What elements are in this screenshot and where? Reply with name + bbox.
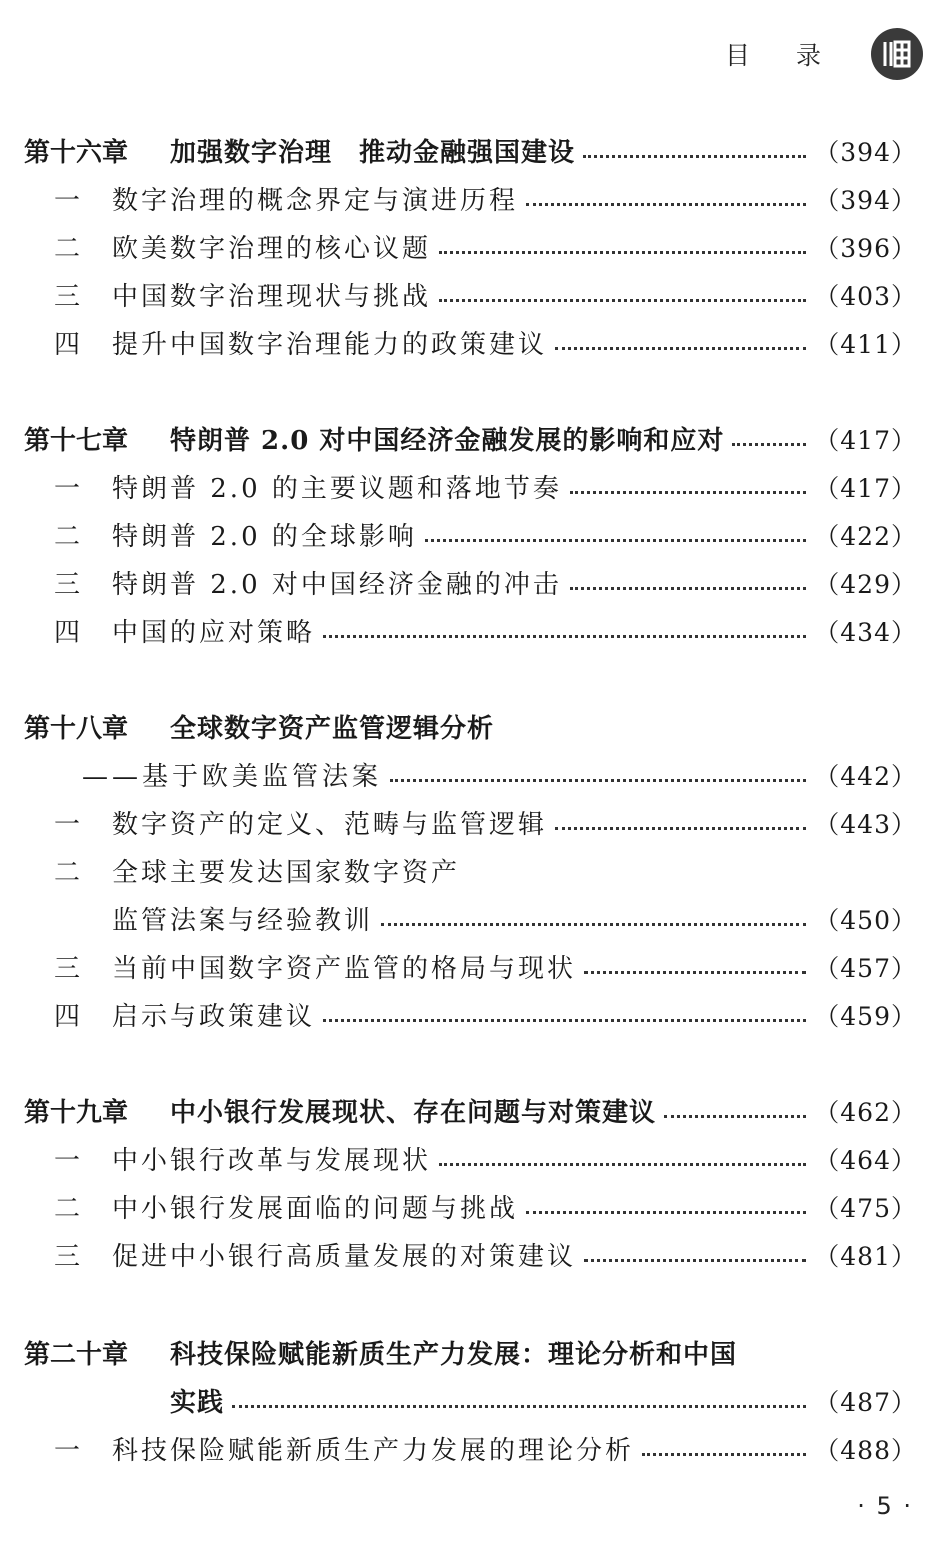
toc-entry-number: 三 <box>54 954 81 984</box>
toc-entry-number: 一 <box>54 186 81 216</box>
toc-page-number: （422） <box>814 522 917 551</box>
toc-entry-title: 加强数字治理 推动金融强国建设 <box>170 138 576 168</box>
toc-page-number: （481） <box>814 1242 917 1271</box>
toc-entry-number: 二 <box>54 1194 81 1224</box>
toc-entry-title: 当前中国数字资产监管的格局与现状 <box>112 954 577 984</box>
toc-page-number: （450） <box>814 906 917 935</box>
toc-entry-title: 实践 <box>170 1388 225 1418</box>
dot-leader <box>570 565 806 605</box>
dot-leader <box>570 469 806 509</box>
toc-section-row[interactable] <box>24 1237 917 1277</box>
toc-entry-number: 三 <box>54 570 81 600</box>
toc-page-number: （487） <box>814 1388 917 1417</box>
dot-leader <box>425 517 806 557</box>
toc-page-number: （459） <box>814 1002 917 1031</box>
toc-entry-number: 二 <box>54 522 81 552</box>
dot-leader <box>439 229 806 269</box>
dot-leader <box>732 421 806 461</box>
toc-page-number: （464） <box>814 1146 917 1175</box>
toc-entry-title: 中小银行改革与发展现状 <box>112 1146 432 1176</box>
toc-section-row[interactable] <box>24 517 917 557</box>
toc-chapter-row[interactable] <box>24 709 917 749</box>
toc-section-row[interactable] <box>24 949 917 989</box>
toc-entry-title: 全球主要发达国家数字资产 <box>112 858 461 888</box>
toc-entry-title: 特朗普 2.0 对中国经济金融的冲击 <box>112 570 562 600</box>
dot-leader <box>555 805 806 845</box>
dot-leader <box>439 1141 806 1181</box>
toc-entry-title: 数字资产的定义、范畴与监管逻辑 <box>112 810 548 840</box>
toc-entry-title: 特朗普 2.0 对中国经济金融发展的影响和应对 <box>170 426 725 456</box>
toc-entry-title: 全球数字资产监管逻辑分析 <box>170 714 495 744</box>
dot-leader <box>584 949 806 989</box>
toc-page-number: （442） <box>814 762 917 791</box>
toc-page-number: （434） <box>814 618 917 647</box>
toc-chapter-row[interactable] <box>24 1093 917 1133</box>
dot-leader <box>323 997 806 1037</box>
toc-entry-number: 三 <box>54 1242 81 1272</box>
toc-entry-title: 特朗普 2.0 的主要议题和落地节奏 <box>112 474 562 504</box>
toc-page-number: （429） <box>814 570 917 599</box>
toc-entry-number: 四 <box>54 330 81 360</box>
toc-entry-number: 二 <box>54 234 81 264</box>
toc-page-number: （462） <box>814 1098 917 1127</box>
header-title: 目录 <box>724 41 867 70</box>
toc-page-number: （417） <box>814 426 917 455</box>
dot-leader <box>381 901 806 941</box>
toc-entry-title: 数字治理的概念界定与演进历程 <box>112 186 519 216</box>
toc-page-number: （475） <box>814 1194 917 1223</box>
toc-section-row[interactable] <box>24 229 917 269</box>
toc-entry-title: 科技保险赋能新质生产力发展：理论分析和中国 <box>170 1340 738 1370</box>
dot-leader <box>390 757 806 797</box>
toc-section-row[interactable] <box>24 181 917 221</box>
toc-entry-number: 第十九章 <box>24 1098 129 1128</box>
toc-section-row[interactable] <box>24 469 917 509</box>
toc-entry-title: 中小银行发展面临的问题与挑战 <box>112 1194 519 1224</box>
toc-page-number: （403） <box>814 282 917 311</box>
toc-page-number: （417） <box>814 474 917 503</box>
dot-leader <box>583 133 806 173</box>
dot-leader <box>584 1237 806 1277</box>
toc-chapter-row[interactable] <box>24 1335 917 1375</box>
toc-section-row[interactable] <box>24 997 917 1037</box>
toc-page-number: （394） <box>814 138 917 167</box>
page-header <box>725 28 923 80</box>
toc-page-number: （457） <box>814 954 917 983</box>
toc-entry-title: 促进中小银行高质量发展的对策建议 <box>112 1242 577 1272</box>
toc-chapter-row[interactable] <box>24 1383 917 1423</box>
toc-section-row[interactable] <box>24 1431 917 1471</box>
toc-entry-number: 第十八章 <box>24 714 129 744</box>
toc-section-row[interactable] <box>24 325 917 365</box>
toc-entry-number: 第二十章 <box>24 1340 129 1370</box>
toc-page-number: （488） <box>814 1436 917 1465</box>
toc-section-row[interactable] <box>24 613 917 653</box>
toc-entry-number: 三 <box>54 282 81 312</box>
toc-entry-number: 二 <box>54 858 81 888</box>
toc-chapter-row[interactable] <box>24 133 917 173</box>
toc-page-number: （396） <box>814 234 917 263</box>
toc-section-row[interactable] <box>24 853 917 893</box>
toc-entry-title: 提升中国数字治理能力的政策建议 <box>112 330 548 360</box>
toc-section-row[interactable] <box>24 805 917 845</box>
dot-leader <box>642 1431 806 1471</box>
toc-entry-title: 中小银行发展现状、存在问题与对策建议 <box>170 1098 657 1128</box>
toc-entry-title: 中国的应对策略 <box>112 618 316 648</box>
toc-section-row[interactable] <box>24 1141 917 1181</box>
toc-entry-number: 一 <box>54 1146 81 1176</box>
dot-leader <box>323 613 806 653</box>
page-number: · 5 · <box>857 1492 913 1520</box>
toc-section-row[interactable] <box>24 565 917 605</box>
toc-entry-title: ——基于欧美监管法案 <box>82 762 383 792</box>
dot-leader <box>232 1383 806 1423</box>
toc-entry-number: 四 <box>54 1002 81 1032</box>
toc-entry-title: 欧美数字治理的核心议题 <box>112 234 432 264</box>
toc-entry-number: 第十六章 <box>24 138 129 168</box>
toc-entry-number: 一 <box>54 474 81 504</box>
toc-entry-title: 启示与政策建议 <box>112 1002 316 1032</box>
toc-entry-number: 四 <box>54 618 81 648</box>
toc-section-row[interactable] <box>24 901 917 941</box>
toc-page-number: （394） <box>814 186 917 215</box>
dot-leader <box>555 325 806 365</box>
dot-leader <box>526 181 806 221</box>
toc-section-row[interactable] <box>24 757 917 797</box>
toc-entry-title: 监管法案与经验教训 <box>112 906 374 936</box>
dot-leader <box>664 1093 806 1133</box>
toc-entry-number: 第十七章 <box>24 426 129 456</box>
dot-leader <box>526 1189 806 1229</box>
toc-entry-title: 科技保险赋能新质生产力发展的理论分析 <box>112 1436 635 1466</box>
toc-entry-number: 一 <box>54 810 81 840</box>
toc-entry-number: 一 <box>54 1436 81 1466</box>
toc-page-number: （443） <box>814 810 917 839</box>
toc-chapter-row[interactable] <box>24 421 917 461</box>
book-seal-icon <box>871 28 923 80</box>
toc-entry-title: 中国数字治理现状与挑战 <box>112 282 432 312</box>
toc-page-number: （411） <box>814 330 917 359</box>
toc-section-row[interactable] <box>24 277 917 317</box>
toc-entry-title: 特朗普 2.0 的全球影响 <box>112 522 417 552</box>
dot-leader <box>439 277 806 317</box>
toc-section-row[interactable] <box>24 1189 917 1229</box>
